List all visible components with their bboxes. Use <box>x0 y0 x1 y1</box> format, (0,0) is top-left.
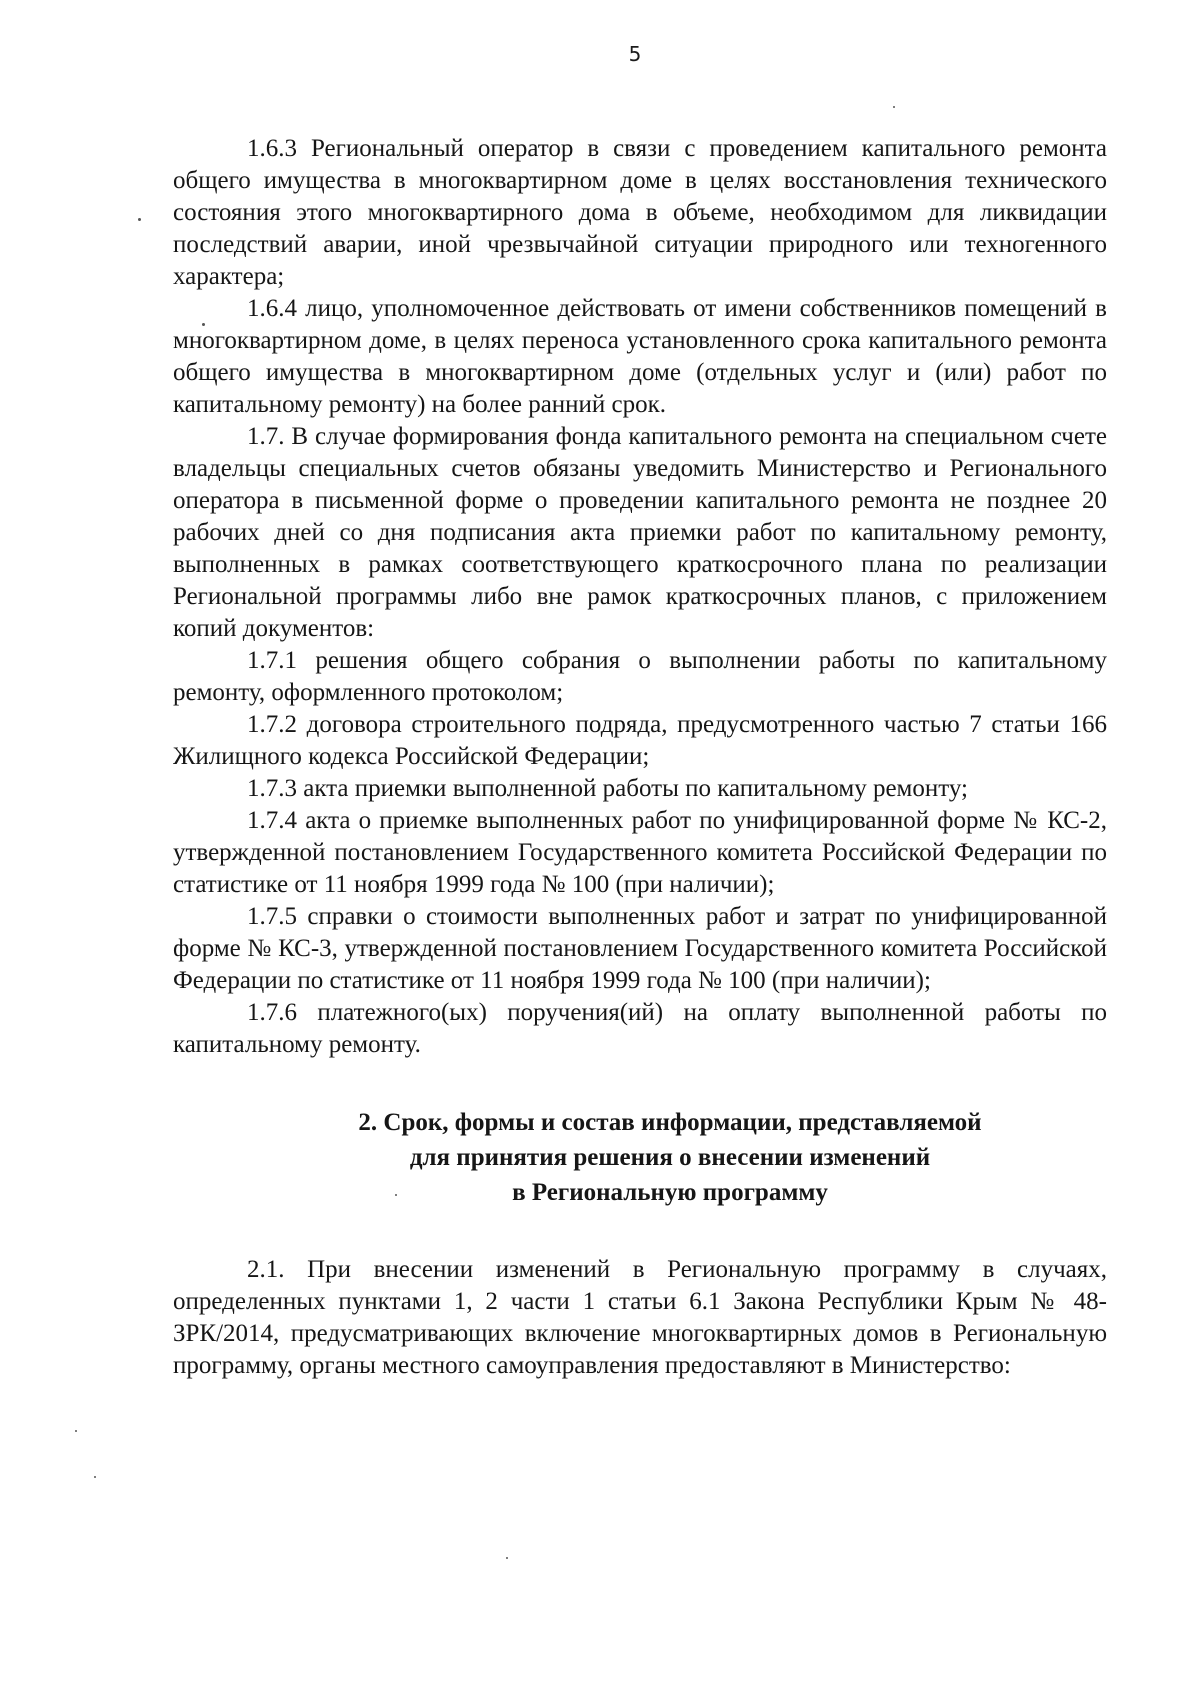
paragraph-1-6-4: 1.6.4 лицо, уполномоченное действовать от имени собственников помещений в многоквартирном доме, в целях переноса установленного срока капитального ремонта общего имущества в многоквартирном доме (отдельных услуг и (или) работ по капитальному ремонту) на более ранний срок. <box>173 295 1107 418</box>
section-2-heading-line-2: для принятия решения о внесении изменений <box>409 1144 931 1171</box>
scan-speck <box>94 1476 96 1478</box>
paragraph-1-7-3: 1.7.3 акта приемки выполненной работы по капитальному ремонту; <box>247 775 968 802</box>
scan-speck <box>893 106 895 108</box>
paragraph-1-7-1: 1.7.1 решения общего собрания о выполнении работы по капитальному ремонту, оформленного протоколом; <box>173 647 1107 706</box>
section-2-heading-line-3: в Региональную программу <box>512 1179 828 1206</box>
paragraph-1-7-4: 1.7.4 акта о приемке выполненных работ по унифицированной форме № КС-2, утвержденной постановлением Государственного комитета Российской Федерации по статистике от 11 ноября 1999 года № 100 (при наличии); <box>173 807 1107 898</box>
scan-speck <box>202 323 205 326</box>
paragraph-1-7-2: 1.7.2 договора строительного подряда, предусмотренного частью 7 статьи 166 Жилищного кодекса Российской Федерации; <box>173 711 1107 770</box>
document-body <box>173 133 1107 1382</box>
paragraph-1-7-5: 1.7.5 справки о стоимости выполненных работ и затрат по унифицированной форме № КС-3, утвержденной постановлением Государственного комитета Российской Федерации по статистике от 11 ноября 1999 года № 100 (при наличии); <box>173 903 1107 994</box>
scan-speck <box>506 1557 508 1559</box>
section-2-heading-line-1: 2. Срок, формы и состав информации, представляемой <box>358 1109 982 1136</box>
scan-speck <box>75 1430 77 1432</box>
scan-speck <box>138 218 141 221</box>
scan-speck <box>395 1194 397 1196</box>
section-2-heading <box>173 1105 1107 1210</box>
paragraph-1-6-3: 1.6.3 Региональный оператор в связи с проведением капитального ремонта общего имущества в многоквартирном доме в целях восстановления технического состояния этого многоквартирного дома в объеме, необходимом для ликвидации последствий аварии, иной чрезвычайной ситуации природного или техногенного характера; <box>173 135 1107 290</box>
paragraph-2-1: 2.1. При внесении изменений в Региональную программу в случаях, определенных пунктами 1, 2 части 1 статьи 6.1 Закона Республики Крым № 48-ЗРК/2014, предусматривающих включение многоквартирных домов в Региональную программу, органы местного самоуправления предоставляют в Министерство: <box>173 1256 1107 1379</box>
paragraph-1-7-6: 1.7.6 платежного(ых) поручения(ий) на оплату выполненной работы по капитальному ремонту. <box>173 999 1107 1058</box>
paragraph-1-7: 1.7. В случае формирования фонда капитального ремонта на специальном счете владельцы специальных счетов обязаны уведомить Министерство и Регионального оператора в письменной форме о проведении капитального ремонта не позднее 20 рабочих дней со дня подписания акта приемки работ по капитальному ремонту, выполненных в рамках соответствующего краткосрочного плана по реализации Региональной программы либо вне рамок краткосрочных планов, с приложением копий документов: <box>173 423 1107 642</box>
page-number: 5 <box>628 42 642 66</box>
